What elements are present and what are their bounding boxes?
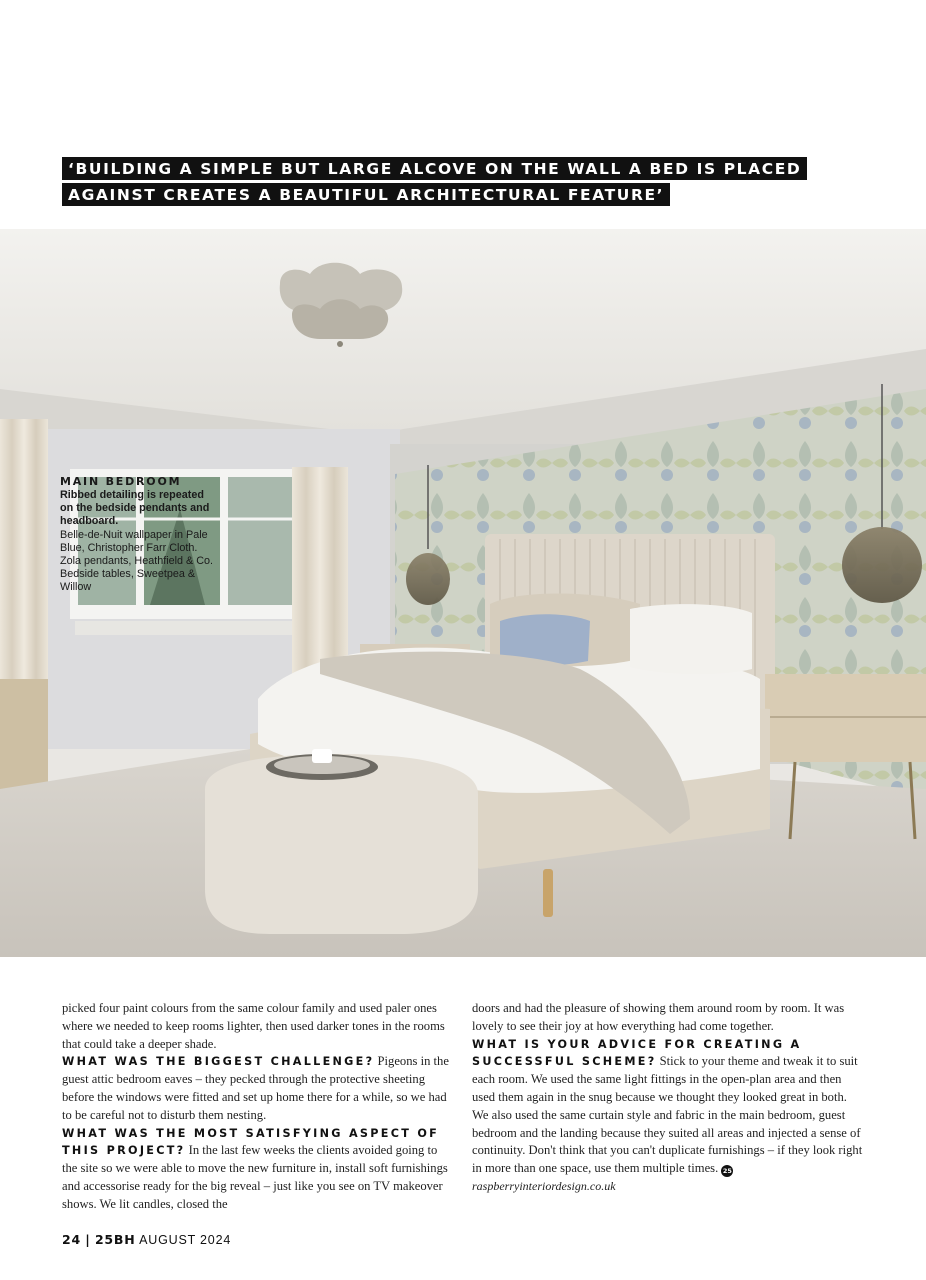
paragraph-intro-left: picked four paint colours from the same colour family and used paler ones where we needed to keep rooms lighter, then used darker tones in the rooms that could take a deeper shade. [62,1001,445,1051]
photo-caption [60,475,220,595]
website-credit: raspberryinteriordesign.co.uk [472,1178,616,1193]
page-number: 24 [62,1232,81,1247]
bedroom-photo [0,229,926,957]
answer-2: In the last few weeks the clients avoided going to the site so we were able to move the new furniture in, install soft furnishings and accessorise ready for the big reveal – just like you see on TV makeover shows. We lit candles, closed the [62,1143,448,1211]
page-footer [62,1232,231,1247]
answer-1: Pigeons in the guest attic bedroom eaves – they pecked through the protective sheeting before the windows were fitted and set up home there for a while, so we had to be careful not to disturb them nesting. [62,1054,449,1122]
caption-bold-text: Ribbed detailing is repeated on the bedside pendants and headboard. [60,489,210,528]
issue-date: AUGUST 2024 [139,1233,232,1247]
pull-quote-line-1: ‘BUILDING A SIMPLE BUT LARGE ALCOVE ON THE WALL A BED IS PLACED [62,157,807,180]
end-mark-icon: 25 [722,1167,732,1176]
question-heading-2: WHAT WAS THE MOST SATISFYING ASPECT OF THIS PROJECT? [62,1126,440,1158]
answer-3: Stick to your theme and tweak it to suit each room. We used the same light fittings in the open-plan area and then used them again in the snug because we thought they looked great in both. We also used the same curtain style and fabric in the main bedroom, guest bedroom and the landing because they suited all areas and injected a sense of continuity. Don't think that you can't duplicate furnishings – if they look right in more than one space, use them multiple times. [472,1054,863,1176]
caption-heading: MAIN BEDROOM [60,475,182,488]
article-column-right [472,1000,864,1196]
magazine-name: 25BH [94,1232,136,1247]
paragraph-intro-right: doors and had the pleasure of showing them around room by room. It was lovely to see their joy at how everything had come together. [472,1001,845,1033]
question-heading-1: WHAT WAS THE BIGGEST CHALLENGE? [62,1055,375,1069]
question-heading-3: WHAT IS YOUR ADVICE FOR CREATING A SUCCESSFUL SCHEME? [472,1037,802,1069]
pull-quote-line-2: AGAINST CREATES A BEAUTIFUL ARCHITECTURAL FEATURE’ [62,183,670,206]
article-column-left [62,1000,454,1214]
footer-separator: | [85,1232,91,1247]
pull-quote [62,157,842,209]
caption-text: Belle-de-Nuit wallpaper in Pale Blue, Christopher Farr Cloth. Zola pendants, Heathfield & Co. Bedside tables, Sweetpea & Willow [60,528,214,594]
